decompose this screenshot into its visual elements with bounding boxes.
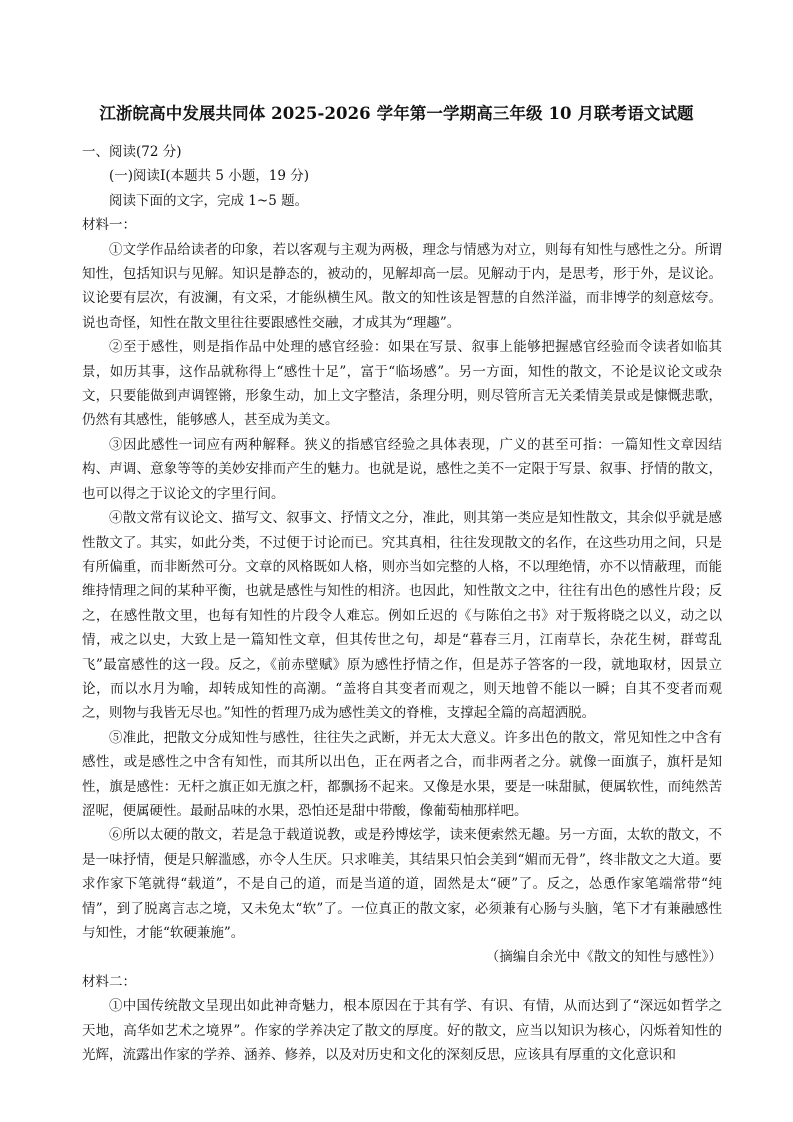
material2-paragraph-1: ①中国传统散文呈现出如此神奇魅力，根本原因在于其有学、有识、有情，从而达到了“深远如哲学之天地，高华如艺术之境界”。作家的学养决定了散文的厚度。好的散文，应当以知识为核心，闪烁着知性的光辉，流露出作家的学养、涵养、修养，以及对历史和文化的深刻反思，应该具有厚重的文化意识和 [82,998,722,1064]
material2-label: 材料二： [82,973,136,990]
material1-paragraph-3: ③因此感性一词应有两种解释。狭义的指感官经验之具体表现，广义的甚至可指：一篇知性文章因结构、声调、意象等等的美妙安排而产生的魅力。也就是说，感性之美不一定限于写景、叙事、抒情的散文，也可以得之于议论文的字里行间。 [82,436,722,502]
page-title: 江浙皖高中发展共同体 2025-2026 学年第一学期高三年级 10 月联考语文试题 [99,104,694,123]
material1-paragraph-2: ②至于感性，则是指作品中处理的感官经验：如果在写景、叙事上能够把握感官经验而令读者如临其景，如历其事，这作品就称得上“感性十足”，富于“临场感”。另一方面，知性的散文，不论是议论文或杂文，只要能做到声调铿锵，形象生动，加上文字整洁，条理分明，则尽管所言无关柔情美景或是慷慨悲歌，仍然有其感性，能够感人，甚至成为美文。 [82,339,722,429]
material1-paragraph-6: ⑥所以太硬的散文，若是急于载道说教，或是矜博炫学，读来便索然无趣。另一方面，太软的散文，不是一味抒情，便是只解滥感，亦令人生厌。只求唯美，其结果只怕会美到“媚而无骨”，终非散文之大道。要求作家下笔就得“载道”，不是自己的道，而是当道的道，固然是太“硬”了。反之，怂恿作家笔端常带“纯情”，到了脱离言志之境，又未免太“软”了。一位真正的散文家，必须兼有心肠与头脑，笔下才有兼融感性与知性，才能“软硬兼施”。 [82,827,722,941]
material1-paragraph-1: ①文学作品给读者的印象，若以客观与主观为两极，理念与情感为对立，则每有知性与感性之分。所谓知性，包括知识与见解。知识是静态的，被动的，见解却高一层。见解动于内，是思考，形于外，是议论。议论要有层次，有波澜，有文采，才能纵横生风。散文的知性该是智慧的自然洋溢，而非博学的刻意炫夸。说也奇怪，知性在散文里往往要跟感性交融，才成其为“理趣”。 [82,241,722,331]
section-heading: 一、阅读(72 分) [82,144,182,160]
material1-paragraph-5: ⑤准此，把散文分成知性与感性，往往失之武断，并无太大意义。许多出色的散文，常见知性之中含有感性，或是感性之中含有知性，而其所以出色，正在两者之合，而非两者之分。就像一面旗子，旗杆是知性，旗是感性：无杆之旗正如无旗之杆，都飘扬不起来。又像是水果，要是一味甜腻，便属软性，而纯然苦涩呢，便属硬性。最耐品味的水果，恐怕还是甜中带酸，像葡萄柚那样吧。 [82,729,722,819]
subsection-heading: (一)阅读Ⅰ(本题共 5 小题，19 分) [109,168,310,185]
document-body [82,140,722,1067]
material1-paragraph-4: ④散文常有议论文、描写文、叙事文、抒情文之分，准此，则其第一类应是知性散文，其余似乎就是感性散文了。其实，如此分类，不过便于讨论而已。究其真相，往往发现散文的名作，在这些功用之间，只是有所偏重，而非断然可分。文章的风格既如人格，则亦当如完整的人格，不以理绝情，亦不以情蔽理，而能维持情理之间的某种平衡，也就是感性与知性的相济。也因此，知性散文之中，往往有出色的感性片段；反之，在感性散文里，也每有知性的片段令人难忘。例如丘迟的《与陈伯之书》对于叛将晓之以义，动之以情，戒之以史，大致上是一篇知性文章，但其传世之句，却是“暮春三月，江南草长，杂花生树，群莺乱飞”最富感性的这一段。反之，《前赤壁赋》原为感性抒情之作，但是苏子答客的一段，就地取材，因景立论，而以水月为喻，却转成知性的高潮。“盖将自其变者而观之，则天地曾不能以一瞬；自其不变者而观之，则物与我皆无尽也。”知性的哲理乃成为感性美文的脊椎，支撑起全篇的高超洒脱。 [82,510,722,722]
material1-source: （摘编自余光中《散文的知性与感性》） [485,949,722,966]
instruction: 阅读下面的文字，完成 1~5 题。 [109,192,309,209]
material1-label: 材料一： [82,217,136,234]
